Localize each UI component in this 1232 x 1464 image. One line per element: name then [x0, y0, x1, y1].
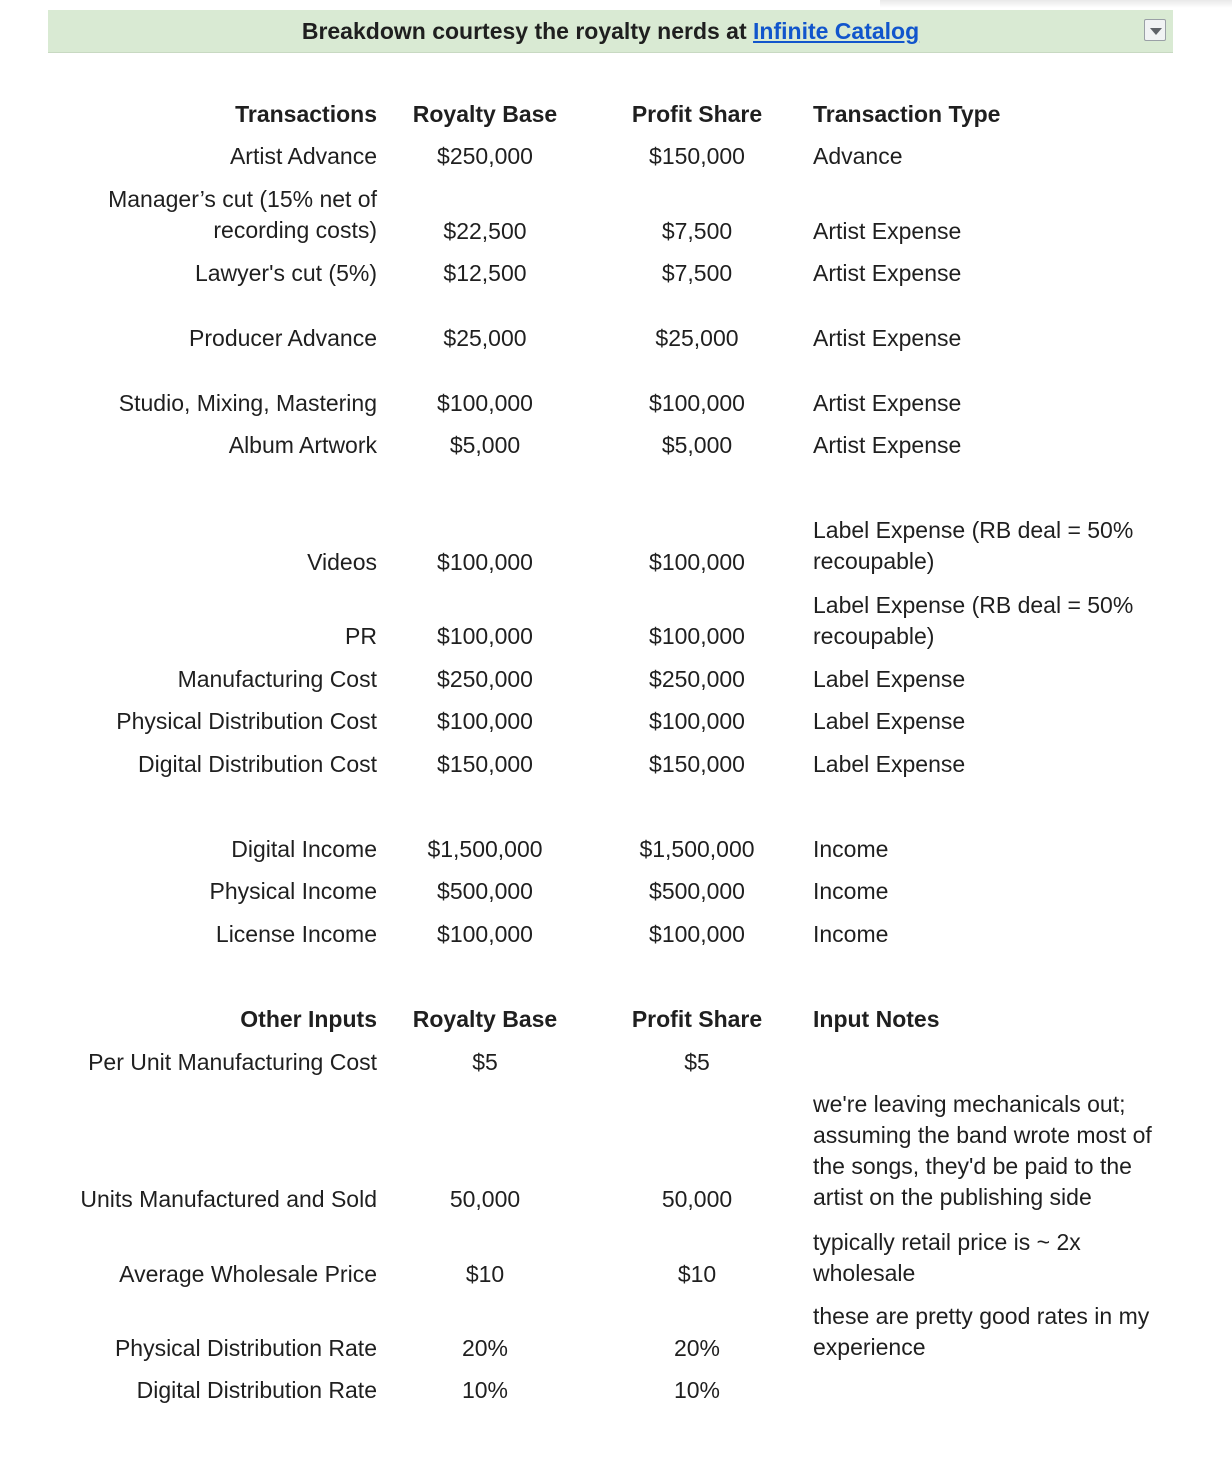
row-label: Manager’s cut (15% net of recording costs): [108, 186, 377, 243]
row-label: Lawyer's cut (5%): [194, 260, 377, 286]
row-label: Per Unit Manufacturing Cost: [88, 1049, 377, 1075]
profit-share-value: $10: [677, 1261, 717, 1287]
transaction-type-value: Artist Expense: [813, 390, 962, 416]
top-shadow: [880, 0, 1232, 8]
royalty-base-value: $12,500: [443, 260, 527, 286]
profit-share-value: $5,000: [661, 432, 733, 458]
row-label: Artist Advance: [229, 143, 377, 169]
input-note: these are pretty good rates in my experience: [813, 1303, 1150, 1360]
row-label: Manufacturing Cost: [177, 666, 377, 692]
royalty-base-value: $250,000: [437, 143, 533, 169]
dropdown-button[interactable]: [1144, 19, 1166, 41]
royalty-base-value: $5: [472, 1049, 498, 1075]
banner-row: [48, 10, 1173, 53]
transaction-type-value: Income: [813, 836, 889, 862]
row-label: Units Manufactured and Sold: [80, 1186, 377, 1212]
royalty-base-value: $100,000: [437, 390, 533, 416]
row-label: Studio, Mixing, Mastering: [118, 390, 377, 416]
profit-share-value: $100,000: [649, 390, 745, 416]
profit-share-value: $150,000: [649, 143, 745, 169]
header-profit-share: Profit Share: [631, 101, 763, 127]
royalty-base-value: $250,000: [437, 666, 533, 692]
header-other-inputs: Other Inputs: [240, 1006, 377, 1032]
royalty-base-value: $5,000: [449, 432, 521, 458]
royalty-base-value: 50,000: [449, 1186, 521, 1212]
royalty-base-value: $22,500: [443, 218, 527, 244]
profit-share-value: $5: [684, 1049, 710, 1075]
royalty-base-value: $100,000: [437, 623, 533, 649]
transaction-type-value: Label Expense (RB deal = 50% recoupable): [813, 517, 1134, 574]
transaction-type-value: Artist Expense: [813, 218, 962, 244]
royalty-base-value: 10%: [461, 1377, 509, 1403]
royalty-base-value: $100,000: [437, 708, 533, 734]
profit-share-value: 50,000: [661, 1186, 733, 1212]
row-label: Album Artwork: [228, 432, 377, 458]
profit-share-value: $100,000: [649, 708, 745, 734]
banner-text: [48, 10, 1173, 52]
profit-share-value: $500,000: [649, 878, 745, 904]
transaction-type-value: Artist Expense: [813, 260, 962, 286]
row-label: Digital Distribution Rate: [136, 1377, 377, 1403]
row-label: Producer Advance: [189, 325, 377, 351]
transaction-type-value: Label Expense: [813, 751, 966, 777]
row-label: PR: [345, 623, 377, 649]
input-note: we're leaving mechanicals out; assuming the band wrote most of the songs, they'd be paid to the artist on the publishing side: [813, 1091, 1152, 1210]
profit-share-value: 10%: [673, 1377, 721, 1403]
transaction-type-value: Income: [813, 878, 889, 904]
row-label: Physical Distribution Rate: [114, 1335, 377, 1361]
royalty-base-value: $100,000: [437, 549, 533, 575]
transaction-type-value: Artist Expense: [813, 432, 962, 458]
transaction-type-value: Label Expense: [813, 666, 966, 692]
profit-share-value: $100,000: [649, 921, 745, 947]
row-label: Digital Distribution Cost: [137, 751, 377, 777]
profit-share-value: $100,000: [649, 623, 745, 649]
profit-share-value: $1,500,000: [639, 836, 755, 862]
row-label: Physical Distribution Cost: [116, 708, 377, 734]
royalty-base-value: $10: [465, 1261, 505, 1287]
profit-share-value: $250,000: [649, 666, 745, 692]
chevron-down-icon: [1150, 28, 1162, 35]
header-transactions: Transactions: [235, 101, 377, 127]
row-label: Digital Income: [231, 836, 377, 862]
row-label: License Income: [215, 921, 377, 947]
profit-share-value: $25,000: [655, 325, 739, 351]
infinite-catalog-link[interactable]: Infinite Catalog: [753, 18, 920, 44]
input-note: typically retail price is ~ 2x wholesale: [813, 1229, 1081, 1286]
royalty-base-value: $150,000: [437, 751, 533, 777]
profit-share-value: $7,500: [661, 218, 733, 244]
royalty-base-value: 20%: [461, 1335, 509, 1361]
header-royalty-base: Royalty Base: [412, 101, 558, 127]
banner-label: Breakdown courtesy the royalty nerds at: [301, 18, 754, 44]
royalty-base-value: $500,000: [437, 878, 533, 904]
transaction-type-value: Advance: [813, 143, 903, 169]
profit-share-value: $150,000: [649, 751, 745, 777]
row-label: Videos: [307, 549, 377, 575]
transaction-type-value: Income: [813, 921, 889, 947]
row-label: Average Wholesale Price: [119, 1261, 377, 1287]
header-profit-share: Profit Share: [631, 1006, 763, 1032]
transaction-type-value: Artist Expense: [813, 325, 962, 351]
profit-share-value: $100,000: [649, 549, 745, 575]
header-transaction-type: Transaction Type: [813, 101, 1001, 127]
header-input-notes: Input Notes: [813, 1006, 940, 1032]
royalty-base-value: $25,000: [443, 325, 527, 351]
transaction-type-value: Label Expense (RB deal = 50% recoupable): [813, 592, 1134, 649]
royalty-base-value: $100,000: [437, 921, 533, 947]
royalty-base-value: $1,500,000: [427, 836, 543, 862]
transaction-type-value: Label Expense: [813, 708, 966, 734]
profit-share-value: 20%: [673, 1335, 721, 1361]
profit-share-value: $7,500: [661, 260, 733, 286]
row-label: Physical Income: [209, 878, 377, 904]
header-royalty-base: Royalty Base: [412, 1006, 558, 1032]
